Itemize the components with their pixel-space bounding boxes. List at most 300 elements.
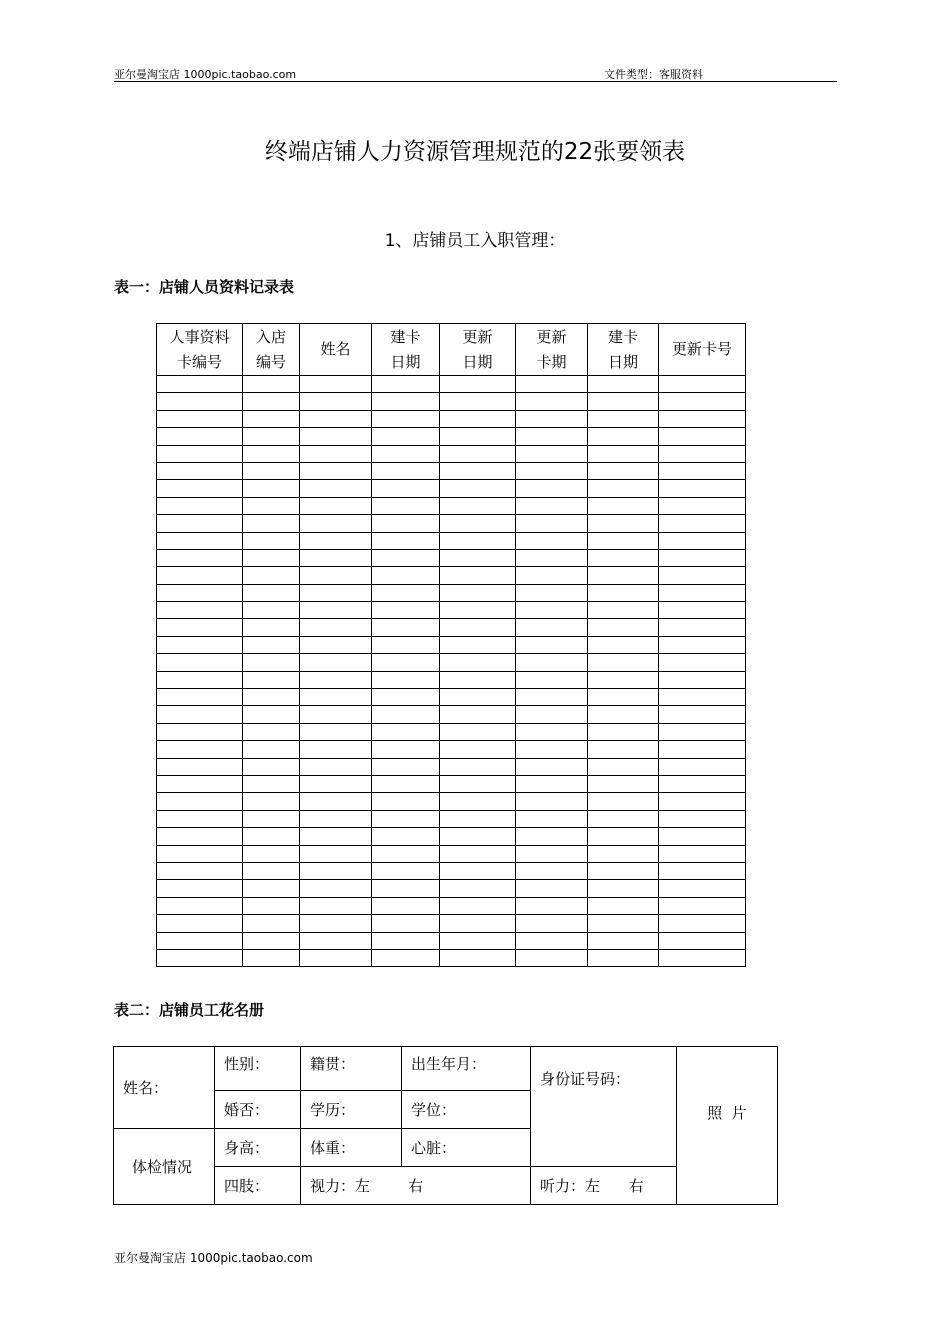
table-cell (243, 515, 300, 532)
table-cell (243, 654, 300, 671)
table-row (157, 410, 746, 427)
table-cell (157, 845, 243, 862)
table-cell (440, 758, 516, 775)
table-cell (157, 410, 243, 427)
table-cell (372, 793, 440, 810)
table-cell (659, 671, 746, 688)
table-cell (588, 376, 659, 393)
table-cell (300, 741, 372, 758)
table-cell (588, 741, 659, 758)
table-cell (588, 410, 659, 427)
table-cell (588, 932, 659, 949)
table-cell (243, 410, 300, 427)
table-cell (372, 410, 440, 427)
table-cell (588, 689, 659, 706)
table-cell (243, 862, 300, 879)
roster-photo-label: 照 片 (707, 1103, 747, 1122)
header-divider (114, 81, 837, 82)
table-cell (516, 480, 588, 497)
table-cell (243, 549, 300, 566)
table-cell (372, 462, 440, 479)
table-row (157, 549, 746, 566)
roster-education-label: 学历： (301, 1091, 402, 1129)
table-cell (659, 567, 746, 584)
roster-photo-box (677, 1047, 778, 1205)
table-cell (300, 584, 372, 601)
table-cell (588, 828, 659, 845)
table-cell (659, 897, 746, 914)
table-row (157, 671, 746, 688)
table-cell (300, 462, 372, 479)
table-cell (440, 932, 516, 949)
table-cell (659, 775, 746, 792)
table-cell (440, 828, 516, 845)
table-cell (157, 671, 243, 688)
table-cell (300, 723, 372, 740)
table-cell (588, 619, 659, 636)
table-cell (300, 932, 372, 949)
table-cell (516, 654, 588, 671)
table-cell (372, 775, 440, 792)
table-cell (243, 462, 300, 479)
header-right-text: 文件类型：客服资料 (604, 68, 703, 81)
table-cell (243, 671, 300, 688)
table-cell (157, 880, 243, 897)
table-cell (243, 497, 300, 514)
table-cell (300, 758, 372, 775)
table-cell (588, 602, 659, 619)
table-cell (516, 758, 588, 775)
table-cell (243, 741, 300, 758)
table-cell (588, 567, 659, 584)
table-cell (157, 862, 243, 879)
table-cell (300, 567, 372, 584)
table-cell (372, 758, 440, 775)
table-cell (659, 654, 746, 671)
table-cell (588, 775, 659, 792)
table-cell (659, 445, 746, 462)
table-cell (659, 532, 746, 549)
table-cell (243, 480, 300, 497)
table-cell (440, 462, 516, 479)
table-cell (659, 549, 746, 566)
table-cell (659, 584, 746, 601)
table-cell (243, 897, 300, 914)
col-update-card-period: 更新 卡期 (516, 324, 588, 376)
table-row (157, 758, 746, 775)
table-cell (157, 480, 243, 497)
table-cell (372, 497, 440, 514)
table-cell (516, 810, 588, 827)
table-cell (588, 584, 659, 601)
table-cell (516, 741, 588, 758)
table-cell (372, 445, 440, 462)
table-cell (440, 862, 516, 879)
table-cell (588, 480, 659, 497)
table-cell (157, 567, 243, 584)
table-cell (440, 428, 516, 445)
table-cell (659, 845, 746, 862)
table1-body (157, 376, 746, 967)
table-cell (588, 549, 659, 566)
table-cell (516, 880, 588, 897)
table-cell (659, 515, 746, 532)
col-card-created-date-2: 建卡 日期 (588, 324, 659, 376)
table-cell (300, 862, 372, 879)
roster-id-number-text: 身份证号码： (540, 1070, 631, 1088)
table-cell (243, 932, 300, 949)
table-cell (372, 671, 440, 688)
table-row (157, 810, 746, 827)
table-cell (516, 828, 588, 845)
roster-id-number-label (531, 1047, 677, 1167)
header-left-text: 亚尔曼淘宝店 1000pic.taobao.com (114, 68, 297, 81)
table-cell (243, 706, 300, 723)
table-cell (440, 410, 516, 427)
table-cell (440, 897, 516, 914)
table-cell (300, 619, 372, 636)
table-cell (659, 915, 746, 932)
table-cell (440, 376, 516, 393)
table-cell (300, 497, 372, 514)
table-cell (157, 636, 243, 653)
table-cell (372, 393, 440, 410)
table-cell (588, 810, 659, 827)
staff-record-table (156, 323, 746, 967)
table-cell (440, 915, 516, 932)
col-entry-no: 入店 编号 (243, 324, 300, 376)
table-row (157, 428, 746, 445)
table-row (157, 480, 746, 497)
table-cell (440, 706, 516, 723)
table-cell (516, 532, 588, 549)
table-row (157, 532, 746, 549)
table-cell (588, 654, 659, 671)
table-cell (157, 393, 243, 410)
table-cell (300, 428, 372, 445)
table-row (157, 445, 746, 462)
table-cell (157, 584, 243, 601)
table-cell (440, 689, 516, 706)
table-cell (372, 515, 440, 532)
table-cell (516, 723, 588, 740)
table-row (157, 654, 746, 671)
table-cell (157, 462, 243, 479)
table-cell (300, 949, 372, 966)
table-cell (659, 428, 746, 445)
table-cell (659, 723, 746, 740)
table-cell (243, 636, 300, 653)
table-cell (440, 584, 516, 601)
table-cell (516, 567, 588, 584)
table-cell (588, 862, 659, 879)
table-row (157, 602, 746, 619)
table-row (157, 793, 746, 810)
roster-vision-label: 视力：左 右 (301, 1167, 531, 1205)
table-cell (440, 532, 516, 549)
table-cell (372, 428, 440, 445)
table-cell (157, 689, 243, 706)
roster-height-label: 身高： (215, 1129, 301, 1167)
table-cell (440, 515, 516, 532)
table-cell (243, 602, 300, 619)
table-cell (516, 845, 588, 862)
table-row (157, 723, 746, 740)
table-cell (516, 775, 588, 792)
table-cell (372, 376, 440, 393)
table-cell (588, 532, 659, 549)
table-cell (372, 723, 440, 740)
table-cell (157, 706, 243, 723)
table-cell (157, 428, 243, 445)
table-cell (372, 897, 440, 914)
table-cell (300, 515, 372, 532)
table-cell (588, 706, 659, 723)
table-cell (588, 793, 659, 810)
table-cell (440, 810, 516, 827)
table-cell (157, 445, 243, 462)
table-cell (243, 775, 300, 792)
table-cell (588, 723, 659, 740)
table-cell (157, 915, 243, 932)
table-cell (659, 793, 746, 810)
table-cell (243, 567, 300, 584)
table-cell (659, 949, 746, 966)
table-cell (243, 532, 300, 549)
table-row (157, 915, 746, 932)
table-cell (588, 515, 659, 532)
table-cell (516, 671, 588, 688)
table-row (157, 897, 746, 914)
table-cell (440, 393, 516, 410)
table-cell (440, 845, 516, 862)
table-cell (300, 775, 372, 792)
table-cell (372, 862, 440, 879)
roster-weight-label: 体重： (301, 1129, 402, 1167)
table-cell (300, 654, 372, 671)
table-row (157, 462, 746, 479)
table-cell (516, 932, 588, 949)
table-cell (440, 549, 516, 566)
table-cell (372, 880, 440, 897)
table-cell (588, 393, 659, 410)
col-personnel-card-no: 人事资料 卡编号 (157, 324, 243, 376)
table-row (157, 393, 746, 410)
table-cell (372, 584, 440, 601)
table-cell (588, 845, 659, 862)
table-row (157, 619, 746, 636)
table-cell (659, 376, 746, 393)
table-cell (516, 915, 588, 932)
table-cell (300, 689, 372, 706)
table-cell (516, 584, 588, 601)
table-cell (243, 445, 300, 462)
table-cell (372, 689, 440, 706)
table-cell (516, 549, 588, 566)
col-update-date: 更新 日期 (440, 324, 516, 376)
roster-name-label: 姓名： (114, 1047, 215, 1129)
roster-health-check-label: 体检情况 (114, 1129, 215, 1205)
table-cell (440, 671, 516, 688)
table-cell (372, 932, 440, 949)
table-cell (372, 915, 440, 932)
table-cell (516, 515, 588, 532)
col-card-created-date: 建卡 日期 (372, 324, 440, 376)
table-cell (300, 393, 372, 410)
table-cell (300, 445, 372, 462)
table1-caption: 表一：店铺人员资料记录表 (114, 278, 295, 296)
table-cell (157, 497, 243, 514)
table-cell (659, 758, 746, 775)
table-cell (516, 949, 588, 966)
table-row (157, 845, 746, 862)
table-row (157, 949, 746, 966)
roster-degree-label: 学位： (402, 1091, 531, 1129)
table-cell (157, 775, 243, 792)
table-cell (440, 880, 516, 897)
table-cell (516, 862, 588, 879)
table-cell (372, 706, 440, 723)
table-cell (516, 897, 588, 914)
table-row (157, 636, 746, 653)
table-cell (300, 549, 372, 566)
table-cell (243, 949, 300, 966)
table-cell (440, 949, 516, 966)
table-cell (243, 758, 300, 775)
table-cell (516, 376, 588, 393)
table-cell (588, 897, 659, 914)
table-row (157, 567, 746, 584)
table-row (157, 862, 746, 879)
table-cell (372, 810, 440, 827)
table-cell (588, 462, 659, 479)
table-cell (440, 619, 516, 636)
table-row (157, 689, 746, 706)
table-cell (659, 410, 746, 427)
table-cell (300, 636, 372, 653)
roster-row-1 (114, 1047, 778, 1091)
table-cell (300, 706, 372, 723)
table-cell (300, 410, 372, 427)
table-cell (243, 376, 300, 393)
table-cell (659, 810, 746, 827)
table-cell (588, 949, 659, 966)
table2-caption: 表二：店铺员工花名册 (114, 1001, 265, 1019)
table-cell (588, 915, 659, 932)
table-cell (516, 689, 588, 706)
table-cell (157, 758, 243, 775)
table-cell (588, 758, 659, 775)
table-cell (300, 602, 372, 619)
table-cell (243, 393, 300, 410)
table-row (157, 932, 746, 949)
table-cell (157, 949, 243, 966)
table-cell (157, 793, 243, 810)
table-cell (157, 723, 243, 740)
table-cell (372, 741, 440, 758)
table-cell (659, 932, 746, 949)
table-cell (588, 428, 659, 445)
col-name: 姓名 (300, 324, 372, 376)
table-cell (659, 862, 746, 879)
table-cell (659, 706, 746, 723)
table-row (157, 880, 746, 897)
table-cell (588, 671, 659, 688)
table-cell (588, 880, 659, 897)
table-cell (516, 636, 588, 653)
roster-gender-label: 性别： (215, 1047, 301, 1091)
table-cell (157, 932, 243, 949)
table-cell (516, 410, 588, 427)
roster-marital-label: 婚否： (215, 1091, 301, 1129)
table-cell (372, 619, 440, 636)
table-cell (243, 915, 300, 932)
table-cell (300, 376, 372, 393)
table-cell (300, 828, 372, 845)
table-cell (440, 602, 516, 619)
table-cell (659, 636, 746, 653)
table-cell (300, 915, 372, 932)
document-title: 终端店铺人力资源管理规范的22张要领表 (264, 139, 686, 165)
table-cell (372, 845, 440, 862)
table-cell (372, 567, 440, 584)
table-cell (243, 689, 300, 706)
table-cell (516, 428, 588, 445)
table-cell (243, 880, 300, 897)
table-cell (300, 532, 372, 549)
table-cell (516, 619, 588, 636)
roster-birth-label: 出生年月： (402, 1047, 531, 1091)
table-cell (659, 462, 746, 479)
table-cell (157, 619, 243, 636)
table-cell (516, 462, 588, 479)
table-cell (372, 480, 440, 497)
table-cell (157, 828, 243, 845)
table-cell (157, 897, 243, 914)
table-row (157, 497, 746, 514)
table-cell (300, 480, 372, 497)
table-cell (440, 654, 516, 671)
table-cell (157, 532, 243, 549)
footer-text: 亚尔曼淘宝店 1000pic.taobao.com (114, 1251, 313, 1265)
table-cell (659, 497, 746, 514)
table-cell (516, 602, 588, 619)
table-cell (300, 845, 372, 862)
table-cell (659, 480, 746, 497)
table-cell (516, 706, 588, 723)
table-cell (440, 497, 516, 514)
table-cell (659, 689, 746, 706)
table-cell (243, 828, 300, 845)
table-cell (372, 654, 440, 671)
table-cell (440, 723, 516, 740)
table-cell (440, 636, 516, 653)
table-row (157, 741, 746, 758)
table-cell (516, 793, 588, 810)
table-cell (157, 741, 243, 758)
table-cell (243, 584, 300, 601)
table-cell (243, 428, 300, 445)
table-row (157, 706, 746, 723)
table-cell (659, 741, 746, 758)
table-cell (243, 723, 300, 740)
roster-hearing-label: 听力：左 右 (531, 1167, 677, 1205)
table-cell (440, 793, 516, 810)
table-cell (440, 775, 516, 792)
table1-header-row (157, 324, 746, 376)
col-updated-card-no: 更新卡号 (659, 324, 746, 376)
table-cell (588, 445, 659, 462)
